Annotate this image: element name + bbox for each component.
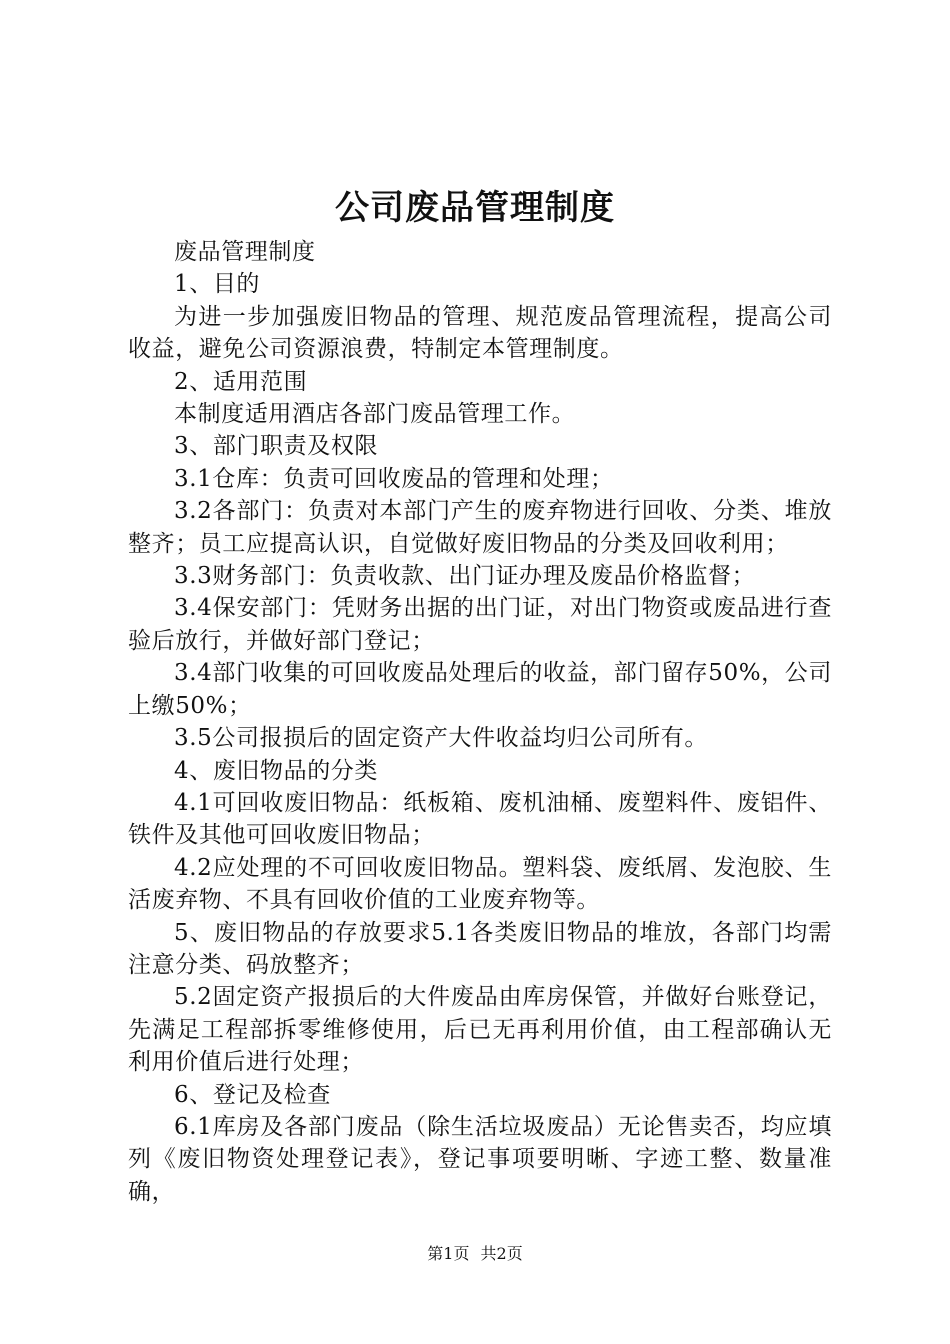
paragraph: 本制度适用酒店各部门废品管理工作。 bbox=[174, 401, 576, 428]
paragraph: 3.5公司报损后的固定资产大件收益均归公司所有。 bbox=[174, 725, 708, 752]
paragraph: 4.1可回收废旧物品：纸板箱、废机油桶、废塑料件、废铝件、铁件及其他可回收废旧物品； bbox=[128, 789, 832, 849]
page-footer bbox=[0, 1242, 950, 1266]
paragraph: 3.1仓库：负责可回收废品的管理和处理； bbox=[174, 465, 614, 492]
paragraph: 3.4保安部门：凭财务出据的出门证，对出门物资或废品进行查验后放行，并做好部门登记； bbox=[128, 595, 832, 654]
paragraph: 4.2应处理的不可回收废旧物品。塑料袋、废纸屑、发泡胶、生活废弃物、不具有回收价值的工业废弃物等。 bbox=[128, 854, 832, 914]
section-heading: 4、废旧物品的分类 bbox=[174, 757, 379, 784]
section-heading: 6、登记及检查 bbox=[174, 1081, 331, 1108]
paragraph: 3.2各部门：负责对本部门产生的废弃物进行回收、分类、堆放整齐；员工应提高认识，自觉做好废旧物品的分类及回收利用； bbox=[128, 498, 832, 557]
paragraph: 废品管理制度 bbox=[174, 239, 316, 265]
paragraph: 5.2固定资产报损后的大件废品由库房保管，并做好台账登记，先满足工程部拆零维修使用，后已无再利用价值，由工程部确认无利用价值后进行处理； bbox=[128, 984, 832, 1076]
page-total: 共2页 bbox=[480, 1244, 523, 1263]
section-heading: 2、适用范围 bbox=[174, 368, 308, 395]
section-heading: 3、部门职责及权限 bbox=[174, 433, 379, 460]
page-number: 第1页 bbox=[427, 1244, 470, 1263]
paragraph: 3.3财务部门：负责收款、出门证办理及废品价格监督； bbox=[174, 563, 756, 590]
section-heading: 1、目的 bbox=[174, 271, 261, 298]
paragraph: 5、废旧物品的存放要求5.1各类废旧物品的堆放，各部门均需注意分类、码放整齐； bbox=[128, 919, 832, 978]
paragraph: 3.4部门收集的可回收废品处理后的收益，部门留存50%，公司上缴50%； bbox=[128, 660, 832, 719]
document-title: 公司废品管理制度 bbox=[335, 188, 615, 228]
document-body bbox=[128, 236, 832, 1208]
paragraph: 6.1库房及各部门废品（除生活垃圾废品）无论售卖否，均应填列《废旧物资处理登记表》，登记事项要明晰、字迹工整、数量准确， bbox=[128, 1113, 832, 1205]
paragraph: 为进一步加强废旧物品的管理、规范废品管理流程，提高公司收益，避免公司资源浪费，特制定本管理制度。 bbox=[128, 303, 832, 363]
